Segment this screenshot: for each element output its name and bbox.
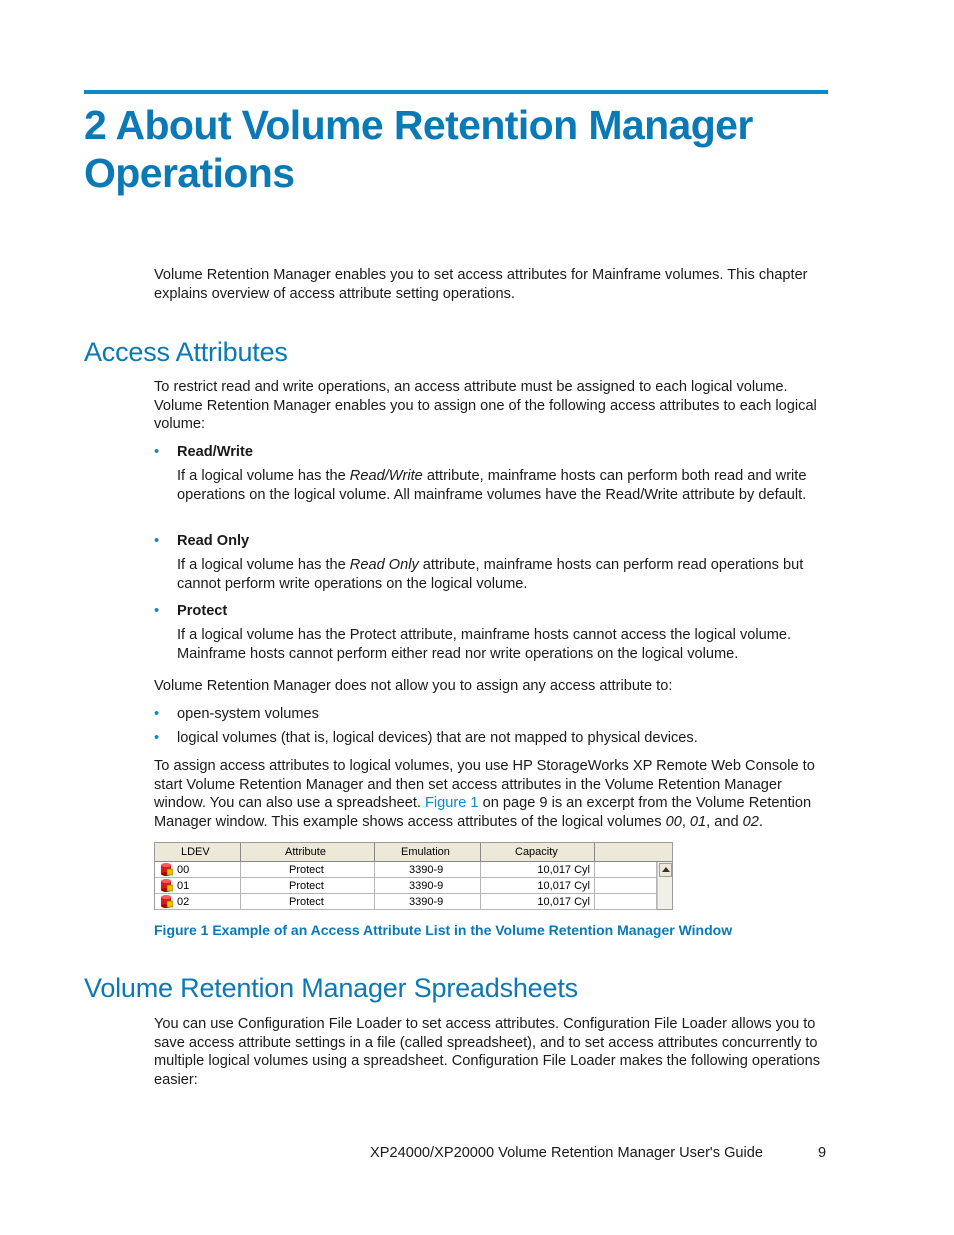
capacity-value: 10,017 Cyl	[481, 862, 595, 878]
bullet-dot: •	[154, 730, 160, 746]
bullet-dot: •	[154, 706, 160, 722]
attribute-value[interactable]: Protect	[241, 878, 375, 894]
bullet-dot: •	[154, 533, 160, 549]
emulation-value: 3390-9	[375, 878, 481, 894]
volume-icon	[159, 879, 173, 892]
column-header-ldev[interactable]: LDEV	[155, 843, 241, 862]
spreadsheets-paragraph: You can use Configuration File Loader to set access attributes. Configuration File Loader allows you to save access attribute settings in a file (called spreadsheet), and to set access attributes concurrently to multiple logical volumes using a spreadsheet. Configuration File Loader makes the following operations easier:	[154, 1016, 821, 1088]
bullet-label: Read/Write	[177, 444, 253, 460]
emulation-value: 3390-9	[375, 894, 481, 910]
vertical-scrollbar[interactable]	[657, 862, 672, 909]
volume-icon	[159, 863, 173, 876]
ldev-value: 02	[177, 896, 190, 908]
filler-cell	[595, 894, 657, 910]
capacity-value: 10,017 Cyl	[481, 894, 595, 910]
read-only-description: If a logical volume has the Read Only attribute, mainframe hosts can perform read operations but cannot perform write operations on the logical volume.	[177, 557, 804, 592]
access-lead-paragraph: To restrict read and write operations, an access attribute must be assigned to each logical volume. Volume Retention Manager enables you to assign one of the following access attributes to each logical volume:	[154, 379, 817, 433]
column-header-attribute[interactable]: Attribute	[241, 843, 375, 862]
table-row[interactable]	[155, 862, 241, 878]
column-header-capacity[interactable]: Capacity	[481, 843, 595, 862]
attribute-value[interactable]: Protect	[241, 894, 375, 910]
chapter-rule	[84, 90, 828, 94]
page-footer	[370, 1144, 827, 1162]
footer-guide-title: XP24000/XP20000 Volume Retention Manager User's Guide	[370, 1145, 764, 1161]
bullet-text: open-system volumes	[177, 706, 319, 722]
bullet-label: Read Only	[177, 533, 250, 549]
table-row[interactable]	[155, 878, 241, 894]
page-number: 9	[818, 1145, 827, 1161]
scroll-up-arrow-icon[interactable]	[659, 863, 672, 877]
table-row[interactable]	[155, 894, 241, 910]
bullet-text: logical volumes (that is, logical devices) that are not mapped to physical devices.	[177, 730, 698, 746]
protect-description: If a logical volume has the Protect attribute, mainframe hosts cannot access the logical volume. Mainframe hosts cannot perform either read nor write operations on the logical volume.	[177, 627, 792, 662]
section-heading-access-attributes: Access Attributes	[84, 337, 288, 367]
intro-paragraph: Volume Retention Manager enables you to set access attributes for Mainframe volumes. This chapter explains overview of access attribute setting operations.	[154, 267, 808, 302]
column-header-emulation[interactable]: Emulation	[375, 843, 481, 862]
filler-cell	[595, 862, 657, 878]
volume-icon	[159, 895, 173, 908]
chapter-title: 2 About Volume Retention Manager Operations	[84, 102, 753, 196]
emulation-value: 3390-9	[375, 862, 481, 878]
bullet-label: Protect	[177, 603, 228, 619]
capacity-value: 10,017 Cyl	[481, 878, 595, 894]
ldev-value: 00	[177, 864, 190, 876]
assign-paragraph: To assign access attributes to logical volumes, you use HP StorageWorks XP Remote Web Console to start Volume Retention Manager and then set access attributes in the Volume Retention Manager window. You can also use a spreadsheet. Figure 1 on page 9 is an excerpt from the Volume Retention Manager window. This example shows access attributes of the logical volumes 00, 01, and 02.	[154, 758, 815, 830]
read-write-description: If a logical volume has the Read/Write attribute, mainframe hosts can perform both read and write operations on the logical volume. All mainframe volumes have the Read/Write attribute by default.	[177, 468, 807, 503]
figure-1-link[interactable]: Figure 1	[425, 795, 479, 812]
figure-caption: Figure 1 Example of an Access Attribute List in the Volume Retention Manager Window	[154, 922, 733, 938]
attribute-value[interactable]: Protect	[241, 862, 375, 878]
column-header-filler	[595, 843, 672, 862]
ldev-value: 01	[177, 880, 190, 892]
bullet-dot: •	[154, 603, 160, 619]
not-allowed-lead: Volume Retention Manager does not allow you to assign any access attribute to:	[154, 678, 673, 694]
filler-cell	[595, 878, 657, 894]
access-attribute-table	[154, 842, 673, 910]
section-heading-spreadsheets: Volume Retention Manager Spreadsheets	[84, 973, 578, 1003]
bullet-dot: •	[154, 444, 160, 460]
